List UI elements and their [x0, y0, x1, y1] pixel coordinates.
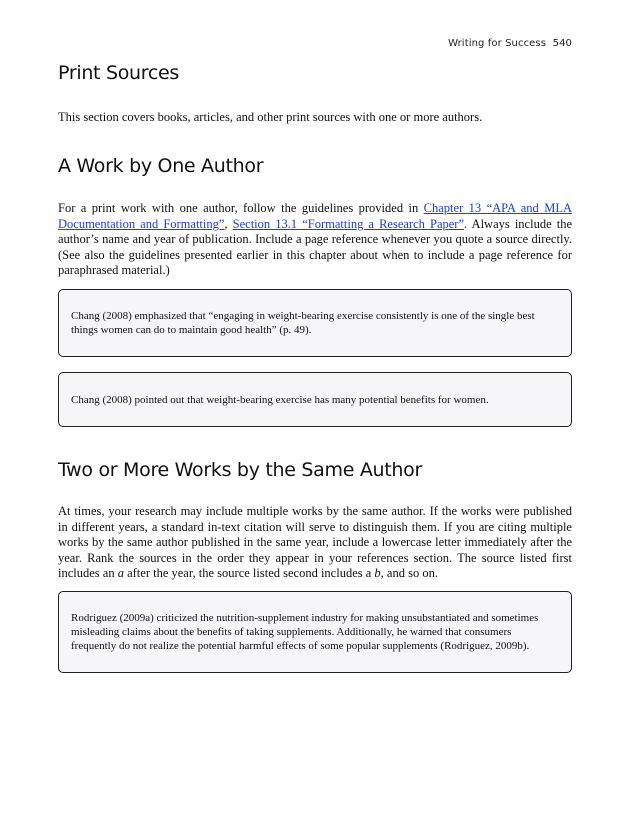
same-author-paragraph: At times, your research may include multiple works by the same author. If the works were published in different years, a standard in-text citation will serve to distinguish them. If you are citing multiple works by the same author published in the same year, include a lowercase letter immediately after the year. Rank the sources in the order they appear in your references section. The source listed first includes an a after the year, the source listed second includes a b, and so on.	[58, 504, 572, 581]
print-sources-intro: This section covers books, articles, and other print sources with one or more authors.	[58, 110, 483, 124]
example-box-paraphrase	[58, 372, 572, 427]
heading-print-sources: Print Sources	[58, 62, 180, 84]
one-author-paragraph: For a print work with one author, follow the guidelines provided in Chapter 13 “APA and MLA Documentation and Formatting”, Section 13.1 “Formatting a Research Paper”. Always include the author’s name and year of publication. Include a page reference whenever you quote a source directly. (See also the guidelines presented earlier in this chapter about when to include a page reference for paraphrased material.)	[58, 201, 572, 278]
letter-a: a	[117, 566, 124, 581]
book-title: Writing for Success	[448, 38, 547, 49]
page-number: 540	[552, 38, 572, 49]
section-13-1-link[interactable]: Section 13.1 “Formatting a Research Paper”	[232, 216, 464, 231]
page-content	[58, 58, 572, 673]
heading-same-author: Two or More Works by the Same Author	[58, 459, 423, 482]
heading-one-author: A Work by One Author	[58, 155, 264, 178]
example-quote-text: Chang (2008) emphasized that “engaging in weight-bearing exercise consistently is one of the single best things women can do to maintain good health” (p. 49).	[71, 310, 535, 337]
letter-b: b	[374, 566, 381, 581]
chapter-13-link[interactable]: Chapter 13 “APA and MLA Documentation and Formatting”	[58, 201, 572, 231]
example-same-author-text: Rodriguez (2009a) criticized the nutrition-supplement industry for making unsubstantiated and sometimes misleading claims about the benefits of taking supplements. Additionally, he warned that consumers frequently do not realize the potential harmful effects of some popular supplements (Rodriguez, 2009b).	[71, 612, 539, 653]
example-box-quote	[58, 289, 572, 357]
running-header	[448, 38, 572, 49]
example-paraphrase-text: Chang (2008) pointed out that weight-bearing exercise has many potential benefits for women.	[71, 393, 489, 406]
example-box-same-author	[58, 591, 572, 673]
